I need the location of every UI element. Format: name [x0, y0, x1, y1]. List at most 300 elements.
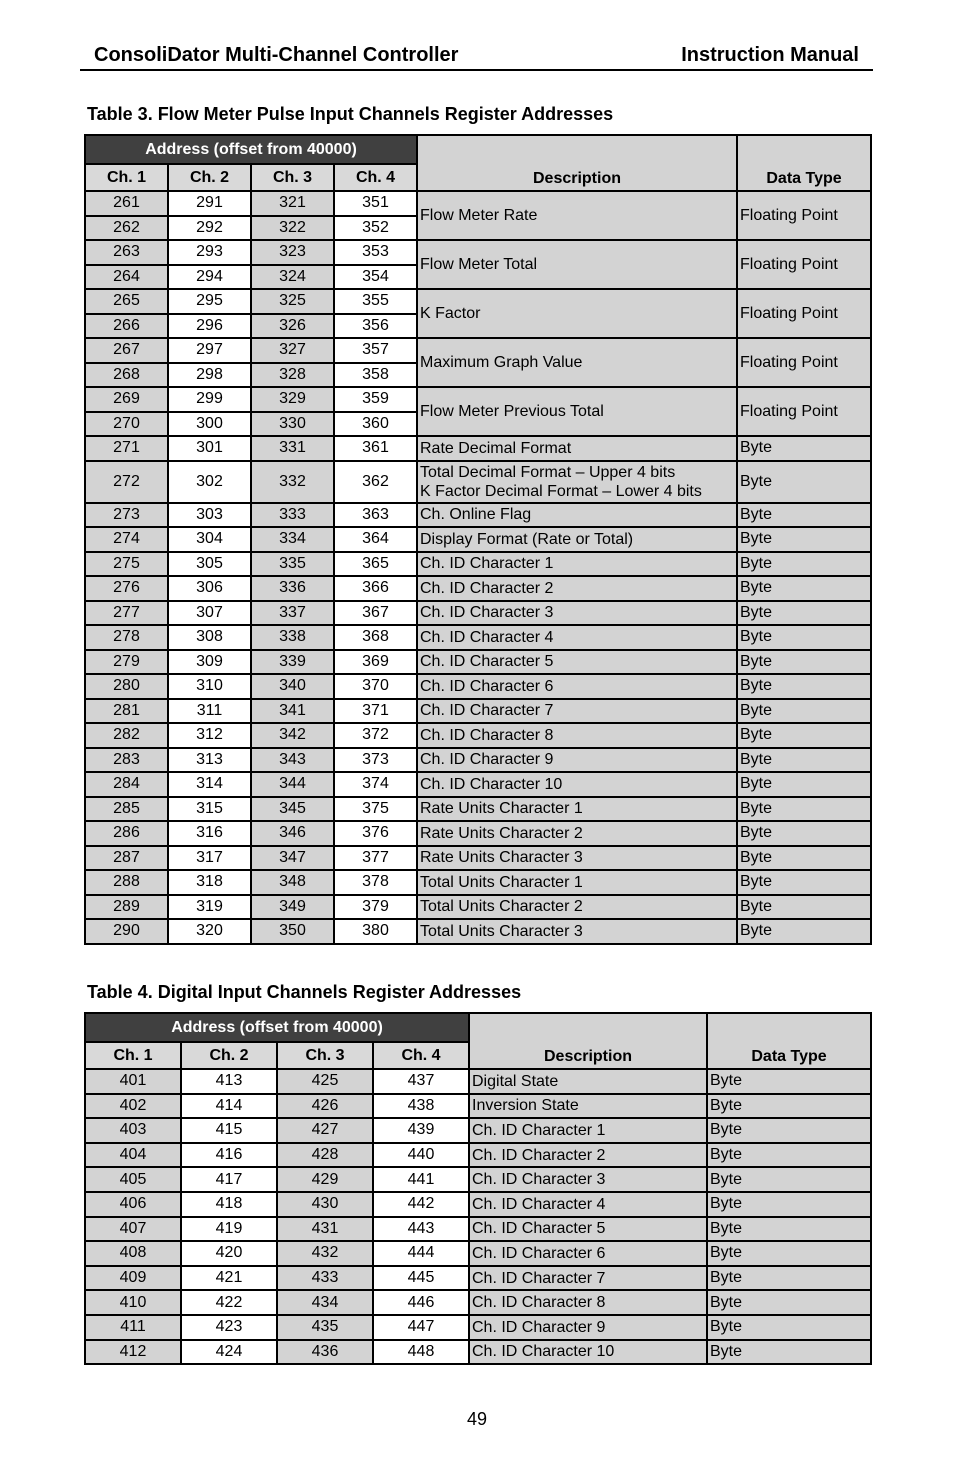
table-row [85, 748, 871, 773]
address-cell-ch2: 416 [181, 1143, 277, 1168]
address-cell-ch3: 430 [277, 1192, 373, 1217]
description-cell [417, 436, 737, 461]
column-header-data-type: Data Type [707, 1013, 871, 1069]
description-cell [417, 338, 737, 387]
description-cell [417, 527, 737, 552]
description-cell: Ch. ID Character 9 [469, 1315, 707, 1340]
address-cell-ch4: 365 [334, 552, 417, 577]
address-cell-ch1: 273 [85, 503, 168, 528]
address-cell-ch3: 336 [251, 576, 334, 601]
address-cell-ch2: 292 [168, 216, 251, 241]
description-text: Maximum Graph Value [420, 354, 583, 371]
data-type-cell: Byte [737, 870, 871, 895]
address-cell-ch1: 407 [85, 1217, 181, 1242]
address-cell-ch4: 362 [334, 461, 417, 503]
address-cell-ch1: 267 [85, 338, 168, 363]
description-cell [417, 895, 737, 920]
address-cell-ch3: 343 [251, 748, 334, 773]
table-row [85, 503, 871, 528]
address-cell-ch1: 269 [85, 387, 168, 412]
address-cell-ch3: 345 [251, 797, 334, 822]
data-type-cell: Byte [707, 1118, 871, 1143]
description-cell: Digital State [469, 1069, 707, 1094]
address-cell-ch2: 307 [168, 601, 251, 626]
address-cell-ch2: 309 [168, 650, 251, 675]
address-cell-ch4: 437 [373, 1069, 469, 1094]
address-cell-ch2: 319 [168, 895, 251, 920]
address-cell-ch3: 330 [251, 412, 334, 437]
data-type-cell: Byte [707, 1241, 871, 1266]
description-cell: Ch. ID Character 5 [469, 1217, 707, 1242]
data-type-cell: Byte [737, 895, 871, 920]
address-cell-ch3: 324 [251, 265, 334, 290]
column-header-ch2: Ch. 2 [181, 1042, 277, 1069]
address-cell-ch4: 445 [373, 1266, 469, 1291]
address-cell-ch2: 304 [168, 527, 251, 552]
address-cell-ch4: 374 [334, 772, 417, 797]
column-header-ch4: Ch. 4 [334, 164, 417, 191]
address-cell-ch3: 339 [251, 650, 334, 675]
address-cell-ch1: 272 [85, 461, 168, 503]
description-cell: Ch. ID Character 4 [469, 1192, 707, 1217]
table-row [85, 797, 871, 822]
address-cell-ch4: 380 [334, 919, 417, 944]
address-cell-ch2: 415 [181, 1118, 277, 1143]
address-cell-ch2: 421 [181, 1266, 277, 1291]
address-cell-ch2: 423 [181, 1315, 277, 1340]
header-manual-title: Instruction Manual [681, 44, 859, 66]
description-cell [417, 601, 737, 626]
data-type-cell: Byte [737, 461, 871, 503]
address-cell-ch4: 370 [334, 674, 417, 699]
data-type-cell: Byte [707, 1192, 871, 1217]
table-row [85, 821, 871, 846]
address-cell-ch3: 329 [251, 387, 334, 412]
address-cell-ch3: 331 [251, 436, 334, 461]
address-cell-ch1: 412 [85, 1340, 181, 1365]
description-cell [417, 503, 737, 528]
data-type-cell: Byte [707, 1143, 871, 1168]
address-cell-ch2: 312 [168, 723, 251, 748]
address-cell-ch1: 262 [85, 216, 168, 241]
description-text: Ch. ID Character 2 [420, 579, 554, 597]
description-cell: Ch. ID Character 1 [469, 1118, 707, 1143]
address-cell-ch2: 293 [168, 240, 251, 265]
address-cell-ch4: 369 [334, 650, 417, 675]
table-row [85, 338, 871, 363]
address-cell-ch4: 440 [373, 1143, 469, 1168]
address-cell-ch3: 322 [251, 216, 334, 241]
address-cell-ch2: 414 [181, 1094, 277, 1119]
address-cell-ch2: 291 [168, 191, 251, 216]
description-text: Display Format (Rate or Total) [420, 530, 634, 548]
address-cell-ch2: 417 [181, 1167, 277, 1192]
address-cell-ch3: 426 [277, 1094, 373, 1119]
data-type-cell: Byte [737, 846, 871, 871]
address-cell-ch1: 266 [85, 314, 168, 339]
address-cell-ch2: 424 [181, 1340, 277, 1365]
header-product-title: ConsoliDator Multi-Channel Controller [94, 44, 459, 66]
description-cell [417, 846, 737, 871]
address-cell-ch1: 290 [85, 919, 168, 944]
column-header-ch3: Ch. 3 [277, 1042, 373, 1069]
address-cell-ch3: 427 [277, 1118, 373, 1143]
data-type-cell: Byte [737, 748, 871, 773]
address-cell-ch4: 373 [334, 748, 417, 773]
address-cell-ch4: 355 [334, 289, 417, 314]
data-type-cell: Byte [707, 1094, 871, 1119]
description-text: K Factor Decimal Format – Lower 4 bits [420, 482, 702, 500]
address-cell-ch1: 283 [85, 748, 168, 773]
address-cell-ch4: 376 [334, 821, 417, 846]
description-text: Ch. ID Character 3 [420, 604, 554, 622]
column-header-ch3: Ch. 3 [251, 164, 334, 191]
address-cell-ch4: 361 [334, 436, 417, 461]
table-row [85, 1167, 871, 1192]
address-cell-ch4: 368 [334, 625, 417, 650]
table-row [85, 1241, 871, 1266]
description-cell [417, 576, 737, 601]
description-text: Ch. ID Character 4 [420, 628, 554, 646]
description-cell [417, 723, 737, 748]
address-cell-ch2: 303 [168, 503, 251, 528]
address-cell-ch1: 265 [85, 289, 168, 314]
address-cell-ch2: 420 [181, 1241, 277, 1266]
data-type-cell: Byte [737, 650, 871, 675]
description-cell [417, 674, 737, 699]
address-cell-ch2: 320 [168, 919, 251, 944]
data-type-cell: Byte [737, 503, 871, 528]
description-text: Flow Meter Previous Total [420, 403, 604, 420]
table-row [85, 723, 871, 748]
data-type-cell: Byte [707, 1315, 871, 1340]
address-cell-ch4: 377 [334, 846, 417, 871]
address-cell-ch1: 264 [85, 265, 168, 290]
address-cell-ch2: 305 [168, 552, 251, 577]
data-type-cell: Floating Point [737, 387, 871, 436]
address-cell-ch4: 364 [334, 527, 417, 552]
description-cell [417, 461, 737, 503]
description-text: Ch. ID Character 6 [420, 677, 554, 695]
description-cell [417, 699, 737, 724]
description-text: Total Units Character 3 [420, 922, 583, 940]
table-row [85, 1094, 871, 1119]
table-row [85, 601, 871, 626]
address-cell-ch3: 436 [277, 1340, 373, 1365]
table-row [85, 1266, 871, 1291]
address-group-header: Address (offset from 40000) [85, 1013, 469, 1042]
address-cell-ch1: 275 [85, 552, 168, 577]
address-cell-ch2: 300 [168, 412, 251, 437]
data-type-cell: Byte [737, 674, 871, 699]
table-row [85, 1290, 871, 1315]
address-cell-ch3: 431 [277, 1217, 373, 1242]
address-cell-ch3: 338 [251, 625, 334, 650]
table-row [85, 461, 871, 503]
description-cell [417, 821, 737, 846]
table-row [85, 699, 871, 724]
address-cell-ch4: 356 [334, 314, 417, 339]
address-cell-ch3: 428 [277, 1143, 373, 1168]
address-cell-ch3: 350 [251, 919, 334, 944]
description-text: Rate Units Character 2 [420, 824, 583, 842]
address-cell-ch4: 371 [334, 699, 417, 724]
address-cell-ch1: 406 [85, 1192, 181, 1217]
address-cell-ch3: 321 [251, 191, 334, 216]
address-cell-ch3: 340 [251, 674, 334, 699]
table-row [85, 387, 871, 412]
table-row [85, 870, 871, 895]
table-row [85, 527, 871, 552]
description-cell: Ch. ID Character 7 [469, 1266, 707, 1291]
address-cell-ch2: 310 [168, 674, 251, 699]
address-cell-ch4: 354 [334, 265, 417, 290]
table-row [85, 289, 871, 314]
address-cell-ch1: 279 [85, 650, 168, 675]
column-header-ch4: Ch. 4 [373, 1042, 469, 1069]
table-row [85, 1217, 871, 1242]
description-text: Ch. ID Character 9 [420, 751, 554, 769]
description-cell [417, 919, 737, 944]
address-cell-ch1: 274 [85, 527, 168, 552]
address-cell-ch3: 432 [277, 1241, 373, 1266]
address-cell-ch1: 289 [85, 895, 168, 920]
page-header [80, 41, 873, 71]
address-cell-ch4: 360 [334, 412, 417, 437]
table-row [85, 1315, 871, 1340]
description-cell [417, 387, 737, 436]
data-type-cell: Byte [737, 576, 871, 601]
address-cell-ch1: 285 [85, 797, 168, 822]
address-cell-ch2: 295 [168, 289, 251, 314]
address-cell-ch2: 314 [168, 772, 251, 797]
table4 [84, 1012, 872, 1365]
address-cell-ch2: 301 [168, 436, 251, 461]
address-cell-ch4: 366 [334, 576, 417, 601]
description-cell [417, 650, 737, 675]
address-cell-ch4: 439 [373, 1118, 469, 1143]
data-type-cell: Byte [737, 797, 871, 822]
address-cell-ch3: 325 [251, 289, 334, 314]
description-text: Rate Units Character 1 [420, 800, 583, 818]
address-cell-ch3: 344 [251, 772, 334, 797]
address-group-header: Address (offset from 40000) [85, 135, 417, 164]
address-cell-ch2: 316 [168, 821, 251, 846]
address-cell-ch4: 351 [334, 191, 417, 216]
address-cell-ch2: 418 [181, 1192, 277, 1217]
description-cell [417, 289, 737, 338]
table-row [85, 576, 871, 601]
description-cell [417, 552, 737, 577]
description-cell [417, 191, 737, 240]
address-cell-ch1: 261 [85, 191, 168, 216]
address-cell-ch4: 444 [373, 1241, 469, 1266]
table-row [85, 1192, 871, 1217]
address-cell-ch2: 419 [181, 1217, 277, 1242]
address-cell-ch3: 337 [251, 601, 334, 626]
address-cell-ch1: 403 [85, 1118, 181, 1143]
data-type-cell: Byte [737, 552, 871, 577]
description-cell [417, 625, 737, 650]
address-cell-ch4: 448 [373, 1340, 469, 1365]
address-cell-ch3: 347 [251, 846, 334, 871]
column-header-description: Description [417, 135, 737, 191]
description-text: Total Units Character 2 [420, 898, 583, 916]
description-text: Total Decimal Format – Upper 4 bits [420, 463, 676, 481]
address-cell-ch1: 271 [85, 436, 168, 461]
address-cell-ch2: 311 [168, 699, 251, 724]
table-row [85, 1143, 871, 1168]
address-cell-ch2: 413 [181, 1069, 277, 1094]
data-type-cell: Byte [707, 1340, 871, 1365]
data-type-cell: Byte [707, 1266, 871, 1291]
table3 [84, 134, 872, 945]
data-type-cell: Byte [737, 527, 871, 552]
table-row [85, 436, 871, 461]
description-text: Flow Meter Rate [420, 207, 538, 224]
description-text: Flow Meter Total [420, 256, 538, 273]
address-cell-ch4: 363 [334, 503, 417, 528]
data-type-cell: Byte [737, 625, 871, 650]
address-cell-ch4: 379 [334, 895, 417, 920]
address-cell-ch2: 306 [168, 576, 251, 601]
data-type-cell: Byte [707, 1217, 871, 1242]
data-type-cell: Byte [737, 601, 871, 626]
data-type-cell: Floating Point [737, 191, 871, 240]
address-cell-ch4: 447 [373, 1315, 469, 1340]
address-cell-ch4: 358 [334, 363, 417, 388]
address-cell-ch3: 333 [251, 503, 334, 528]
address-cell-ch4: 367 [334, 601, 417, 626]
table-row [85, 650, 871, 675]
address-cell-ch2: 298 [168, 363, 251, 388]
table-row [85, 846, 871, 871]
description-text: Total Units Character 1 [420, 873, 583, 891]
address-cell-ch2: 308 [168, 625, 251, 650]
table-row [85, 625, 871, 650]
data-type-cell: Byte [737, 772, 871, 797]
table4-caption: Table 4. Digital Input Channels Register Addresses [87, 982, 522, 1002]
description-cell [417, 870, 737, 895]
table-row [85, 552, 871, 577]
address-cell-ch4: 352 [334, 216, 417, 241]
description-cell: Ch. ID Character 2 [469, 1143, 707, 1168]
address-cell-ch1: 286 [85, 821, 168, 846]
address-cell-ch3: 429 [277, 1167, 373, 1192]
description-text: Ch. ID Character 7 [420, 702, 554, 720]
address-cell-ch4: 446 [373, 1290, 469, 1315]
address-cell-ch1: 280 [85, 674, 168, 699]
address-cell-ch3: 348 [251, 870, 334, 895]
address-cell-ch2: 297 [168, 338, 251, 363]
address-cell-ch4: 441 [373, 1167, 469, 1192]
address-cell-ch1: 263 [85, 240, 168, 265]
address-cell-ch4: 378 [334, 870, 417, 895]
address-cell-ch3: 341 [251, 699, 334, 724]
address-cell-ch2: 296 [168, 314, 251, 339]
address-cell-ch1: 268 [85, 363, 168, 388]
description-cell: Inversion State [469, 1094, 707, 1119]
description-text: Ch. ID Character 10 [420, 775, 563, 793]
address-cell-ch2: 317 [168, 846, 251, 871]
description-cell: Ch. ID Character 10 [469, 1340, 707, 1365]
address-cell-ch1: 409 [85, 1266, 181, 1291]
data-type-cell: Byte [737, 436, 871, 461]
address-cell-ch2: 313 [168, 748, 251, 773]
address-cell-ch4: 359 [334, 387, 417, 412]
column-header-ch2: Ch. 2 [168, 164, 251, 191]
address-cell-ch1: 276 [85, 576, 168, 601]
data-type-cell: Byte [707, 1069, 871, 1094]
address-cell-ch2: 294 [168, 265, 251, 290]
data-type-cell: Byte [737, 919, 871, 944]
data-type-cell: Byte [737, 723, 871, 748]
address-cell-ch3: 332 [251, 461, 334, 503]
description-cell [417, 240, 737, 289]
column-header-ch1: Ch. 1 [85, 164, 168, 191]
address-cell-ch1: 281 [85, 699, 168, 724]
address-cell-ch3: 335 [251, 552, 334, 577]
address-cell-ch3: 327 [251, 338, 334, 363]
description-cell: Ch. ID Character 8 [469, 1290, 707, 1315]
description-text: Ch. Online Flag [420, 506, 532, 524]
address-cell-ch4: 442 [373, 1192, 469, 1217]
address-cell-ch3: 334 [251, 527, 334, 552]
address-cell-ch3: 434 [277, 1290, 373, 1315]
address-cell-ch1: 288 [85, 870, 168, 895]
address-cell-ch3: 425 [277, 1069, 373, 1094]
description-text: Rate Decimal Format [420, 439, 572, 457]
table-row [85, 191, 871, 216]
address-cell-ch1: 402 [85, 1094, 181, 1119]
data-type-cell: Floating Point [737, 240, 871, 289]
table-row [85, 240, 871, 265]
address-cell-ch3: 323 [251, 240, 334, 265]
table-row [85, 919, 871, 944]
address-cell-ch3: 326 [251, 314, 334, 339]
column-header-ch1: Ch. 1 [85, 1042, 181, 1069]
address-cell-ch3: 433 [277, 1266, 373, 1291]
table-row [85, 1069, 871, 1094]
address-cell-ch4: 443 [373, 1217, 469, 1242]
table-row [85, 1118, 871, 1143]
address-cell-ch1: 411 [85, 1315, 181, 1340]
address-cell-ch4: 438 [373, 1094, 469, 1119]
address-cell-ch1: 284 [85, 772, 168, 797]
table-row [85, 1340, 871, 1365]
description-text: Rate Units Character 3 [420, 849, 583, 867]
address-cell-ch4: 372 [334, 723, 417, 748]
address-cell-ch2: 318 [168, 870, 251, 895]
address-cell-ch1: 287 [85, 846, 168, 871]
data-type-cell: Byte [707, 1290, 871, 1315]
description-text: Ch. ID Character 8 [420, 726, 554, 744]
address-cell-ch3: 342 [251, 723, 334, 748]
data-type-cell: Byte [737, 821, 871, 846]
address-cell-ch2: 422 [181, 1290, 277, 1315]
description-text: Ch. ID Character 5 [420, 653, 554, 671]
address-cell-ch3: 346 [251, 821, 334, 846]
table-row [85, 674, 871, 699]
data-type-cell: Floating Point [737, 338, 871, 387]
address-cell-ch2: 302 [168, 461, 251, 503]
address-cell-ch1: 282 [85, 723, 168, 748]
address-cell-ch2: 299 [168, 387, 251, 412]
data-type-cell: Byte [737, 699, 871, 724]
address-cell-ch1: 404 [85, 1143, 181, 1168]
data-type-cell: Byte [707, 1167, 871, 1192]
address-cell-ch4: 353 [334, 240, 417, 265]
